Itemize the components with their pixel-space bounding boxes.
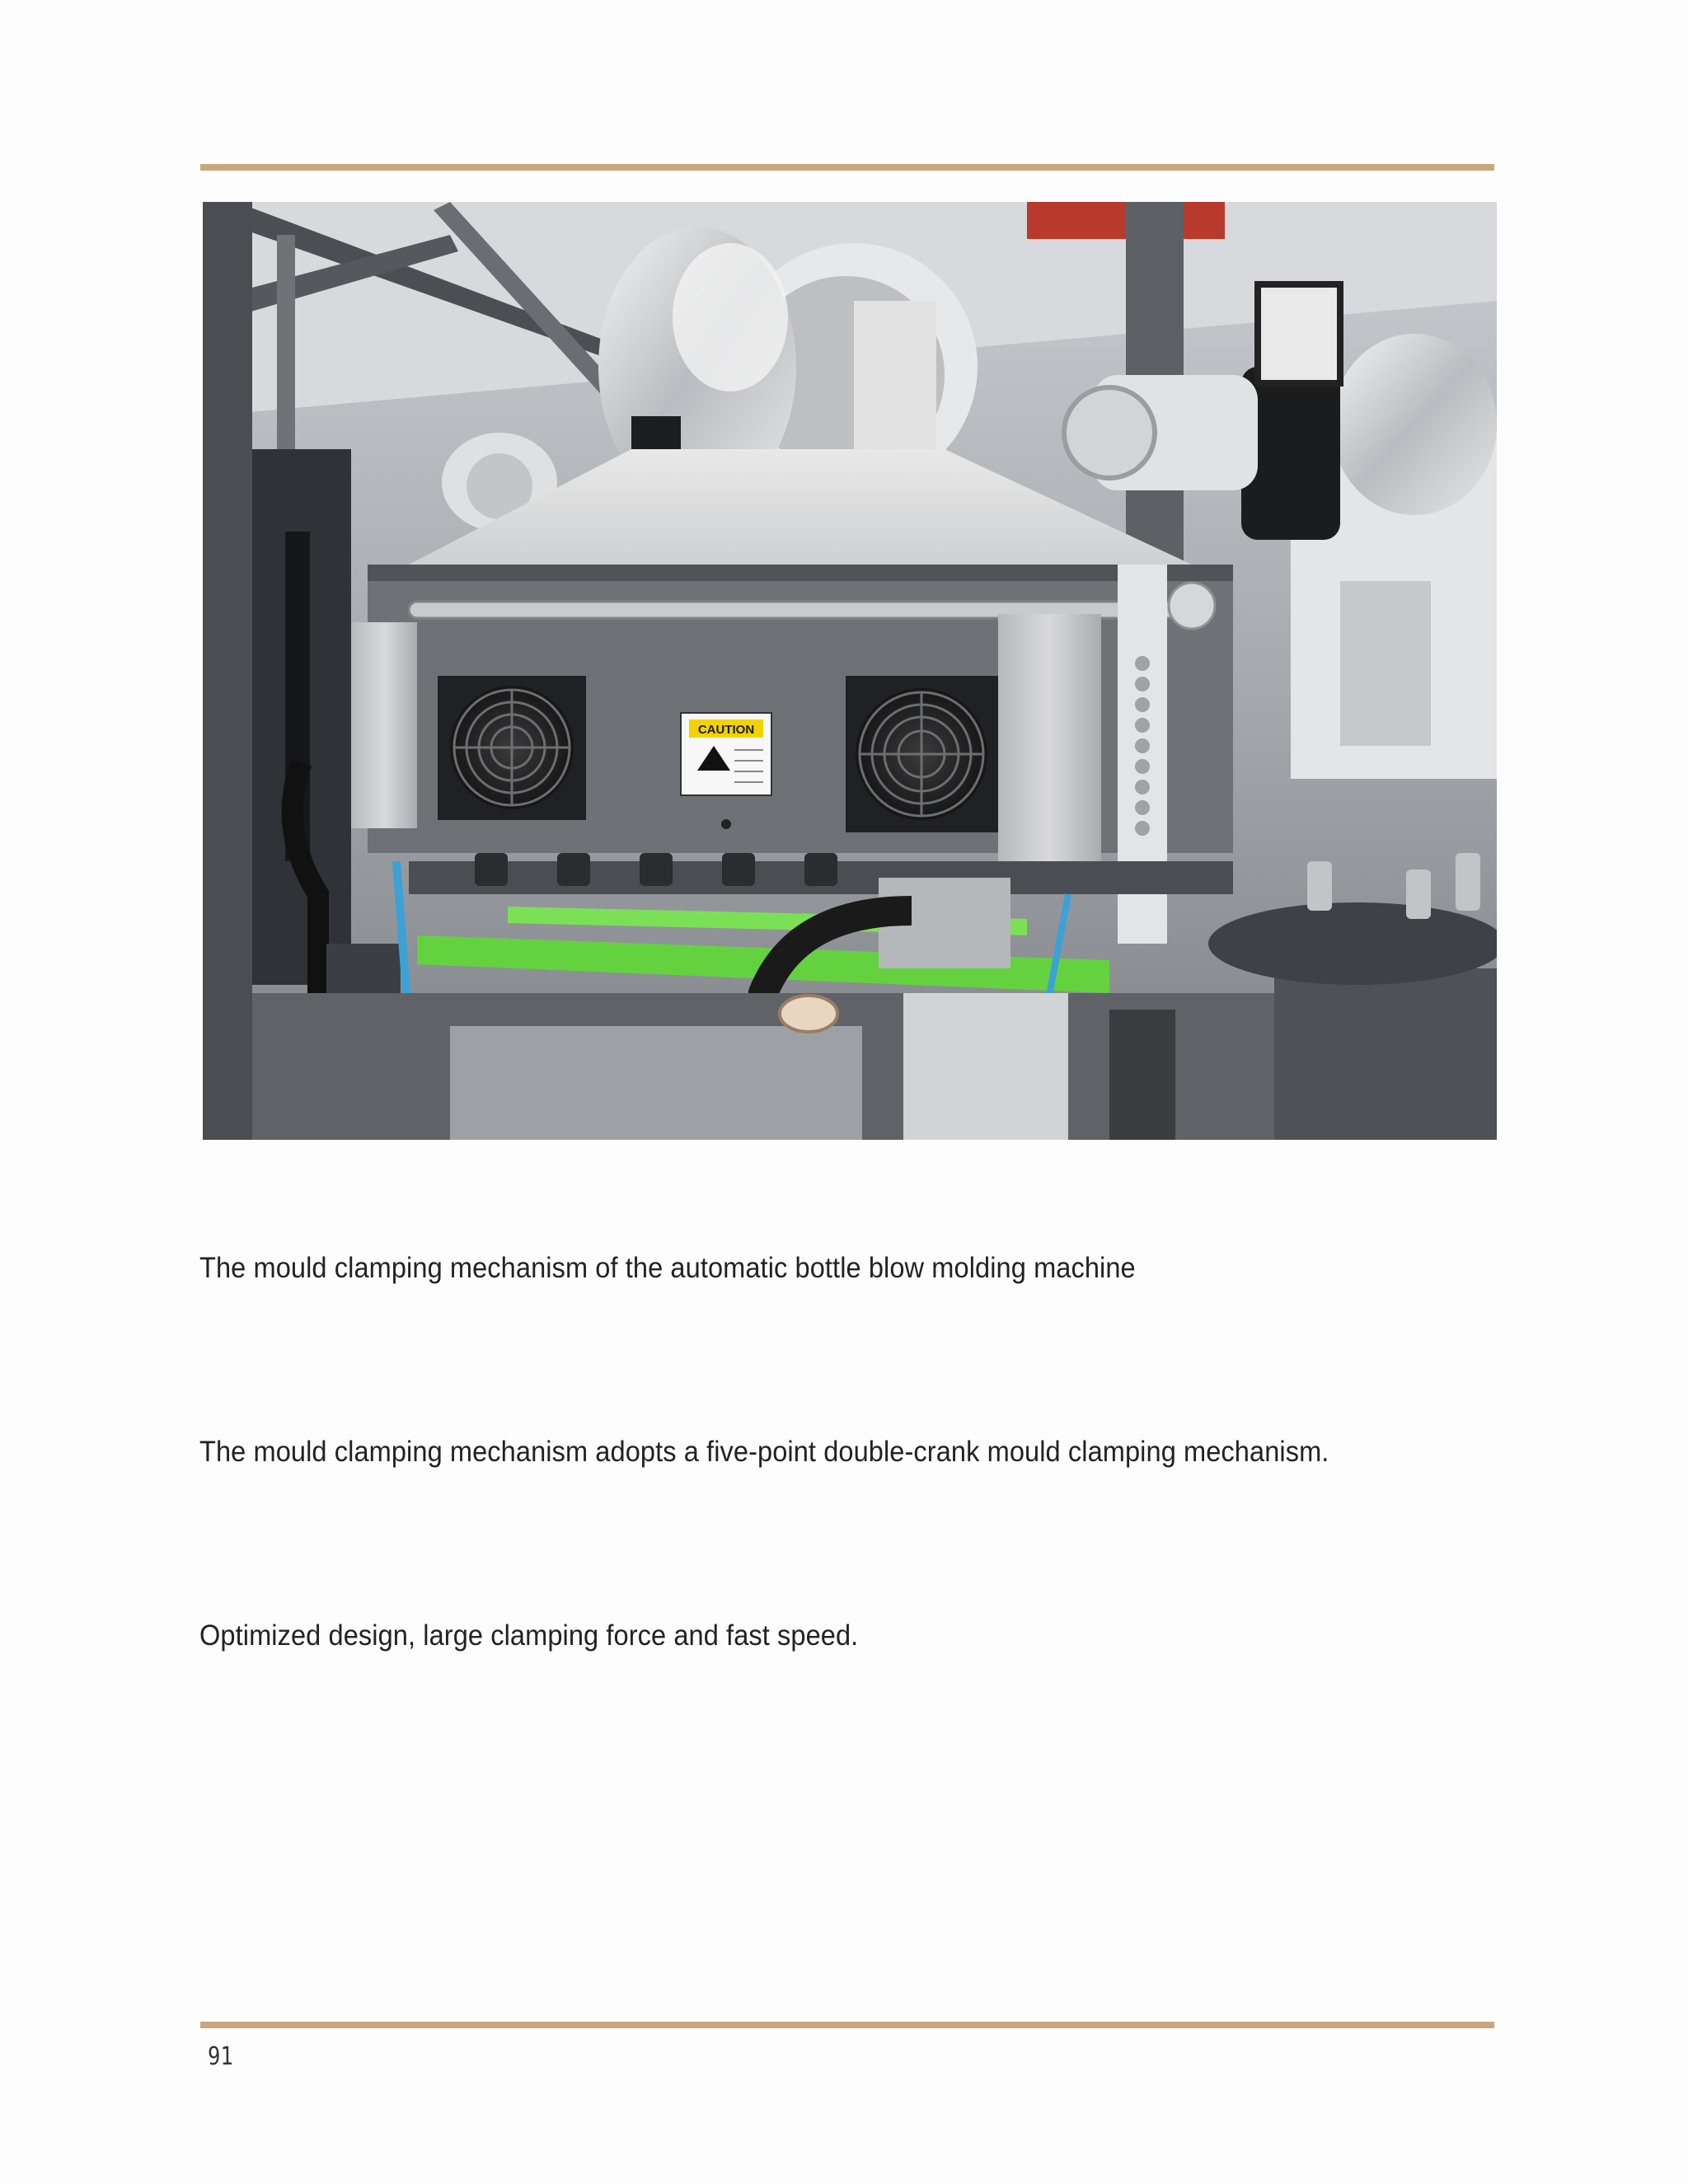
feature-paragraph: Optimized design, large clamping force and fast speed. (199, 1619, 859, 1652)
description-paragraph: The mould clamping mechanism adopts a five-point double-crank mould clamping mechanism. (199, 1436, 1329, 1468)
caption-paragraph: The mould clamping mechanism of the automatic bottle blow molding machine (199, 1252, 1136, 1284)
machine-photo (203, 202, 1497, 1140)
caution-label-text: CAUTION (697, 723, 755, 737)
page-number: 91 (208, 2042, 233, 2071)
caution-sign (681, 713, 771, 795)
header-divider (200, 164, 1494, 171)
footer-divider (200, 2022, 1494, 2028)
